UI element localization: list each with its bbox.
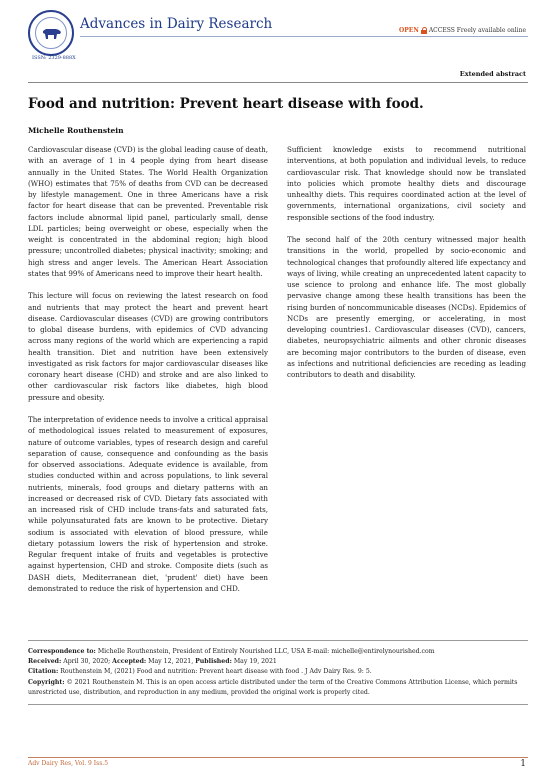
journal-logo <box>28 10 74 56</box>
author-name: Michelle Routhenstein <box>28 126 124 135</box>
issn: ISSN: 2329-888X <box>32 55 76 61</box>
body-paragraph: The second half of the 20th century witnessed major health transitions in the world, propelled by socio-economic and technological changes that profoundly altered life expectancy and ways of living, while creating an unprecedented latent capacity to use science to prolong and enhance life. The most globally pervasive change among these health transitions has been the rising burden of noncommunicable diseases (NCDs). Epidemics of NCDs are presently emerging, or accelerating, in most developing countries1. Cardiovascular diseases (CVD), cancers, diabetes, neuropsychiatric ailments and other chronic diseases are becoming major contributors to the burden of disease, even as infections and nutritional deficiencies are receding as leading contributors to death and disability. <box>287 235 526 379</box>
received-label: Received: <box>28 658 62 666</box>
copyright-text: © 2021 Routhenstein M. This is an open access article distributed under the term of the Creative Commons Attribution License, which permits unrestricted use, distribution, and reproduction in any medium, provided the original work is properly cited. <box>28 678 518 696</box>
body-paragraph: The interpretation of evidence needs to involve a critical appraisal of methodological issues related to measurement of exposures, nature of outcome variables, types of research design and careful separation of cause, consequence and confounding as the basis for observed associations. Adequate evidence is available, from studies conducted within and across populations, to link several nutrients, minerals, food groups and dietary patterns with an increased or decreased risk of CVD. Dietary fats associated with an increased risk of CHD include trans-fats and saturated fats, while polyunsaturated fats are known to be protective. Dietary sodium is associated with elevation of blood pressure, while dietary potassium lowers the risk of hypertension and stroke. Regular frequent intake of fruits and vegetables is protective against hypertension, CHD and stroke. Composite diets (such as DASH diets, Mediterranean diet, 'prudent' diet) have been demonstrated to reduce the risk of hypertension and CHD. <box>28 415 268 593</box>
open-access-word: OPEN <box>399 27 419 34</box>
body-paragraph: Sufficient knowledge exists to recommend nutritional interventions, at both population and individual levels, to reduce cardiovascular risk. That knowledge should now be translated into policies which promote healthy diets and discourage unhealthy diets. This requires coordinated action at the level of governments, international organizations, civil society and responsible sections of the food industry. <box>287 145 526 222</box>
article-type: Extended abstract <box>459 70 526 78</box>
copyright-label: Copyright: <box>28 678 65 686</box>
open-lock-icon <box>421 27 427 34</box>
open-access-label: ACCESS Freely available online <box>428 27 526 34</box>
copyright-line <box>28 678 528 698</box>
citation-text: Routhenstein M, (2021) Food and nutrition: Prevent heart disease with food . J Adv Dairy Res. 9: 5. <box>60 668 372 676</box>
article-info-box <box>28 640 528 705</box>
correspondence-line <box>28 647 528 657</box>
received-date: April 30, 2020; <box>63 658 111 666</box>
type-rule <box>28 82 528 83</box>
header-rule <box>80 36 528 37</box>
page-number: 1 <box>520 759 526 769</box>
paper-title: Food and nutrition: Prevent heart disease with food. <box>28 96 424 112</box>
journal-title[interactable]: Advances in Dairy Research <box>80 16 273 32</box>
body-paragraph: This lecture will focus on reviewing the latest research on food and nutrients that may protect the heart and prevent heart disease. Cardiovascular diseases (CVD) are growing contributors to global disease burdens, with epidemics of CVD advancing across many regions of the world which are experiencing a rapid health transition. Diet and nutrition have been extensively investigated as risk factors for major cardiovascular diseases like coronary heart disease (CHD) and stroke and are also linked to other cardiovascular risk factors like diabetes, high blood pressure and obesity. <box>28 291 268 402</box>
cow-icon <box>35 17 67 49</box>
left-column <box>28 144 268 605</box>
accepted-date: May 12, 2021, <box>148 658 194 666</box>
right-column <box>287 144 526 392</box>
correspondence-label: Correspondence to: <box>28 648 96 655</box>
running-citation: Adv Dairy Res, Vol. 9 Iss.5 <box>28 760 109 767</box>
accepted-label: Accepted: <box>112 658 147 666</box>
body-paragraph: Cardiovascular disease (CVD) is the global leading cause of death, with an average of 1 in 4 people dying from heart disease annually in the United States. The World Health Organization (WHO) estimates that 75% of deaths from CVD can be decreased by lifestyle management. One in three Americans have a risk factor for heart disease that can be prevented. Preventable risk factors include abnormal lipid panel, particularly small, dense LDL particles; being overweight or obese, especially when the weight is concentrated in the abdominal region; high blood pressure; uncontrolled diabetes; physical inactivity; smoking; and high stress and anger levels. The American Heart Association states that 99% of Americans need to improve their heart health. <box>28 145 268 278</box>
citation-label: Citation: <box>28 668 59 676</box>
correspondence-text[interactable]: Michelle Routhenstein, President of Entirely Nourished LLC, USA E-mail: michelle@entirelynourished.com <box>97 648 435 655</box>
citation-line <box>28 667 528 677</box>
bottom-rule <box>28 757 528 758</box>
open-access-badge <box>399 27 526 34</box>
published-label: Published: <box>195 658 232 666</box>
published-date: May 19, 2021 <box>233 658 277 666</box>
dates-line <box>28 657 528 667</box>
cow-silhouette-icon <box>40 26 62 40</box>
